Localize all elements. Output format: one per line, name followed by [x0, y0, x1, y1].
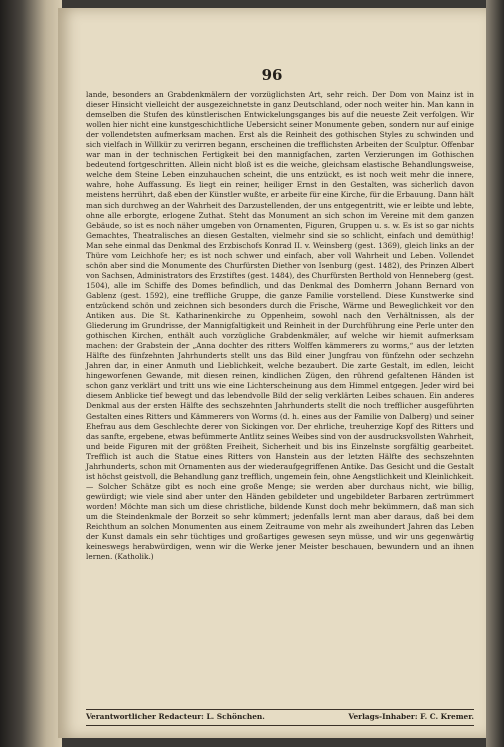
page-number: 96 [261, 66, 283, 84]
page-edge-shadow [486, 0, 504, 747]
editor-credit: Verantwortlicher Redacteur: L. Schönchen. [86, 712, 265, 721]
imprint-line [86, 712, 474, 721]
footer-rule-bottom [86, 725, 474, 726]
footer-rule-top [86, 709, 474, 710]
article-body-text: lande, besonders an Grabdenkmälern der vorzüglichsten Art, sehr reich. Der Dom von Mainz ist in dieser Hinsicht vielleicht der ausgezeichnetste in ganz Deutschland, oder noch weiter hin. Man kann in demselben die Stufen des künstlerischen Entwickelungsganges bis auf die neueste Zeit verfolgen. Wir wollen hier nicht eine kunstgeschichtliche Uebersicht seiner Monumente geben, sondern nur auf einige der vollendetsten aufmerksam machen. Erst als die Reinheit des gothischen Styles zu schwinden und sich vielfach in Willkür zu verirren begann, erscheinen die trefflichsten Arbeiten der Sculptur. Offenbar war man in der technischen Fertigkeit bei den mannigfachen, zarten Verzierungen im Gothischen bedeutend fortgeschritten. Allein nicht bloß ist es die weiche, gleichsam elastische Behandlungsweise, welche dem Steine Leben einzuhauchen scheint, die uns entzückt, es ist noch weit mehr die innere, wahre, hohe Auffassung. Es liegt ein reiner, heiliger Ernst in den Gestalten, was sicherlich davon meistens herrührt, daß eben der Künstler wußte, er arbeite für eine Kirche, für die Erbauung. Dann hält man sich durchweg an der Wahrheit des Darzustellenden, der uns entgegentritt, wie er leibte und lebte, ohne alle erborgte, erlogene Zuthat. Steht das Monument an sich schon im Vereine mit dem ganzen Gebäude, so ist es noch näher umgeben von Ornamenten, Figuren, Gruppen u. s. w. Es ist so gar nichts Gemachtes, Theatralisches an diesen Gestalten, vielmehr sind sie so schlicht, einfach und demüthig! Man sehe einmal das Denkmal des Erzbischofs Konrad II. v. Weinsberg (gest. 1369), gleich links an der Thüre vom Leichhofe her; es ist noch schwer und einfach, aber voll Wahrheit und Leben. Vollendet schön aber sind die Monumente des Churfürsten Diether von Isenburg (gest. 1482), des Prinzen Albert von Sachsen, Administrators des Erzstiftes (gest. 1484), des Churfürsten Berthold von Henneberg (gest. 1504), alle im Schiffe des Domes befindlich, und das Denkmal des Domherrn Johann Bernard von Gablenz (gest. 1592), eine treffliche Gruppe, die ganze Familie vorstellend. Diese Kunstwerke sind entzückend schön und zeichnen sich besonders durch die Frische, Wärme und Beweglichkeit vor den Antiken aus. Die St. Katharinenkirche zu Oppenheim, sowohl nach den Verhältnissen, als der Gliederung im Grundrisse, der Mannigfaltigkeit und Reinheit in der Durchführung eine Perle unter den gothischen Kirchen, enthält auch vorzügliche Grabdenkmäler, auf welche wir hiemit aufmerksam machen: der Grabstein der „Anna dochter des ritters Wolffen kämmerers zu worms,“ aus der letzten Hälfte des fünfzehnten Jahrhunderts stellt uns das Bild einer Jungfrau von fünfzehn oder sechzehn Jahren dar, in einer Anmuth und Lieblichkeit, welche bezaubert. Die zarte Gestalt, im edlen, leicht hingeworfenen Gewande, mit diesen reinen, kindlichen Zügen, den rührend gefaltenen Händen ist schon ganz verklärt und tritt uns wie eine Lichterscheinung aus dem Himmel entgegen. Jeder wird bei diesem Anblicke tief bewegt und das lebendvolle Bild der selig verklärten Leibes schauen. Ein anderes Denkmal aus der ersten Hälfte des sechszehnten Jahrhunderts stellt die noch trefflicher ausgeführten Gestalten eines Ritters und Kämmerers von Worms (d. h. eines aus der Familie von Dalberg) und seiner Ehefrau aus dem Geschlechte derer von Sickingen vor. Der ehrliche, treuherzige Kopf des Ritters und das sanfte, ergebene, etwas befümmerte Antlitz seines Weibes sind von der ausdrucksvollsten Wahrheit, und beide Figuren mit der größten Freiheit, Sicherheit und bis ins Einzelnste sorgfältig gearbeitet. Trefflich ist auch die Statue eines Ritters von Hanstein aus der letzten Hälfte des sechszehnten Jahrhunderts, schon mit Ornamenten aus der wiederaufgegriffenen Antike. Das Gesicht und die Gestalt ist höchst geistvoll, die Behandlung ganz trefflich, ungemein fein, ohne Aengstlichkeit und Kleinlichkeit. — Solcher Schätze gibt es noch eine große Menge; sie werden aber durchaus nicht, wie billig, gewürdigt; wie viele sind aber unter den Händen gebildeter und ungebildeter Barbaren zertrümmert worden! Möchte man sich um diese christliche, bildende Kunst doch mehr bekümmern, daß man sich um die Steindenkmale der Borzeit so sehr kümmert; jedenfalls lernt man aber daraus, daß bei dem Reichthum an solchen Monumenten aus einem Zeitraume von mehr als zweihundert Jahren das Leben der Kunst damals ein sehr tüchtiges und großartiges gewesen seyn müsse, und wir uns gegenwärtig keineswegs herabwürdigen, wenn wir die Werke jener Meister beschauen, bewundern und an ihnen lernen. (Katholik.) [86, 90, 474, 562]
publisher-credit: Verlags-Inhaber: F. C. Kremer. [348, 712, 474, 721]
book-spine-shadow [0, 0, 62, 747]
book-page [58, 8, 486, 738]
